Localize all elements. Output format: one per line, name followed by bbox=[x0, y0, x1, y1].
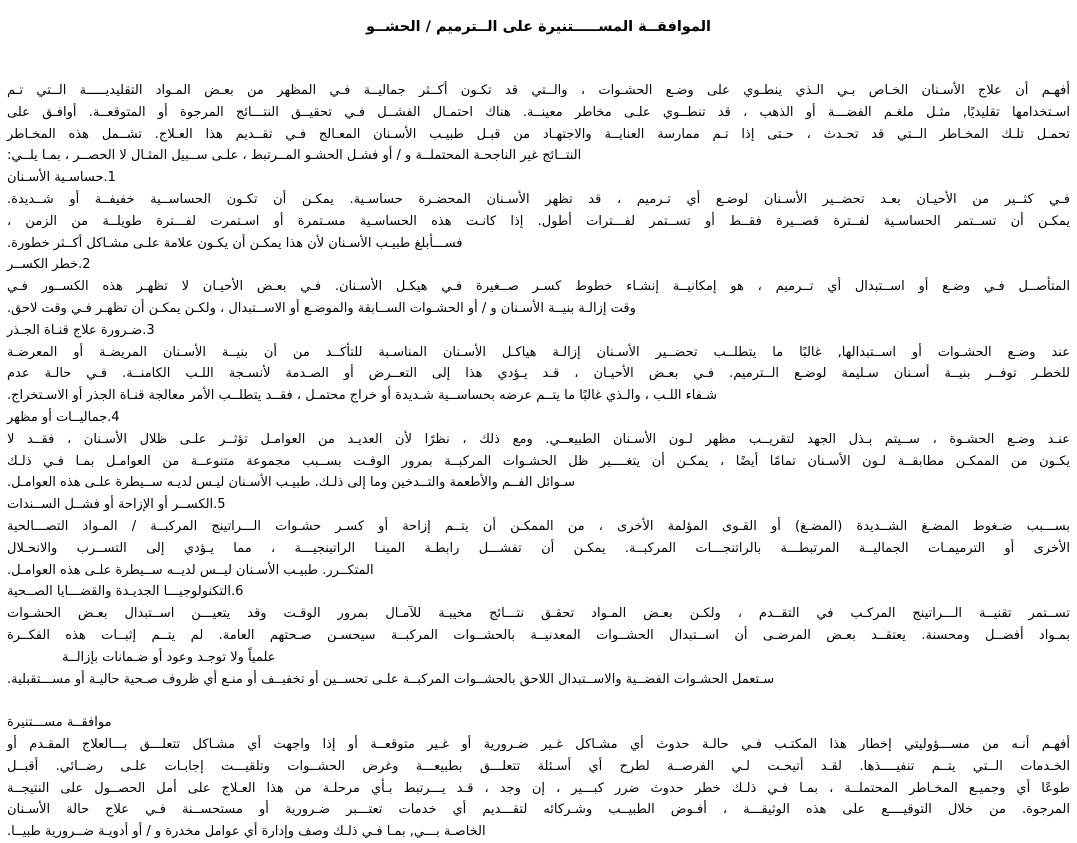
text-line: تســتمر تقنيــة الـــراتينج المركـب في التقــدم ، ولكـن بعـض المـواد تحقـق نتـــائج مخيبـة للآمـال بمرور الوقـت وقد يتعيـــن اســتبدال بعـض الحشـوات bbox=[7, 606, 1070, 622]
text-line: أفهـم أنـه من مســـؤوليتي إخطار هذا المكتـب فـي حالـة حدوث أي مشـاكل غـير ضـرورية أو غـير متوقعــة أو إذا واجهت أي مشـاكل تتعلـــق بـــالعلاج المقـدم أو bbox=[7, 736, 1070, 752]
text-line: سـتعمل الحشـوات الفضــية والاســتبدال اللاحق بالحشــوات المركبــة علـى تحســين أو تخفيــف أو منـع أي ظروف صـحية حاليـة أو مســـتقبلية. bbox=[7, 671, 775, 687]
text-line: اسـتخدامها تقليديًا, مثـل ملغـم الفضـــة أو الذهب ، قد تنطــوي علـى مخاطر معينــة. هناك احتمـال الفشــل فـي تحقيــق النتـــائج المرجوة أو المتوقعــة. أوافـق على bbox=[7, 104, 1070, 120]
text-line: فســـأبلغ طبيـب الأسـنان لأن هذا يمكـن أن يكـون علامة علـى مشـاكل أكــثر خطورة. bbox=[7, 235, 463, 251]
text-line: طوعًا أي وجميـع المخـاطر المحتملــة ، بمـا فـي ذلـك خطر حدوث ضرر كبـــير ، إن وجد ، قـد يـــرتبط بـأي مرحلـة من هذا العـلاج على أمل الحصــول على النتيجــة bbox=[7, 780, 1070, 796]
document-body bbox=[7, 80, 1070, 843]
text-line: المرجوة. من خلال التوقيــــع على هذه الوثيقـــة ، أفـوض الطبيــب وشـركائه لتقـــديم أي خدمات تعتـــبر ضـرورية أو مستحســنة فـي علاج حالة الأسـنان bbox=[7, 802, 1070, 818]
section-heading: 3.ضـرورة علاج قنـاة الجـذر bbox=[7, 322, 155, 338]
section-heading: موافقــة مســـتنيرة bbox=[7, 715, 112, 731]
text-line: أفهـم أن علاج الأسـنان الخـاص بـي الـذي ينطـوي على وضـع الحشـوات ، والــتي قد تكـون أكــثر جماليــة فـي المظهر من بعـض المـواد التقليديـــــة الــتي تـم bbox=[7, 83, 1070, 98]
section-heading: 1.حساسـية الأسـنان bbox=[7, 170, 116, 186]
section-heading: 2.خطر الكســر bbox=[7, 257, 91, 273]
section-heading: 5.الكســر أو الإزاحة أو فشــل الســندات bbox=[7, 497, 226, 513]
text-line: المتأصــل فـي وضـع أو اســتبدال أي تــرميم ، هو إمكانيــة إنشـاء خطوط كسـر صــغيرة فـي هيكـل الأسـنان. فـي بعـض الأحيـان لا تظهـر هذه الكســور فـي bbox=[7, 279, 1070, 295]
text-line: الأخرى أو الترميمـات الجماليــة المرتبطـــة بالراتنجـــات المركبــة. يمكـن أن تفشـــل رابطـة المينـا الراتينجيـــة ، مما يـؤدي إلى التســرب والانحـلال bbox=[7, 540, 1070, 556]
text-line: فـي كثــير من الأحيـان بعـد تحضــير الأسـنان لوضـع أي تـرميم ، قد تظهر الأسـنان المحضـرة حساسـية. يمكـن أن تكـون الحساســية خفيفــة أو شــديدة. bbox=[7, 191, 1070, 207]
text-line: سـوائل الفــم والأطعمة والتــدخين وما إلى ذلـك. طبيـب الأسـنان ليـس لديـه ســيطرة علـى هذه العوامـل. bbox=[7, 475, 576, 491]
text-line: يمكـن أن تســتمر الحساسـية لفــترة قصــيرة فقــط أو تســتمر لفـــترات أطول. إذا كانـت هذه الحساسـية مسـتمرة أو اسـتمرت لفـــترة طويلــة من الزمن ، bbox=[7, 213, 1070, 229]
text-line: يكـون من الممكـن مطابقــة لـون الأسـنان تمامًا أيضًا ، يمكـن أن يتغــــير ظل الحشـوات المركبــة بمرور الوقـت بســبب مجموعة متنوعــة من العوامـل بمـا فـي ذلـك bbox=[7, 453, 1070, 469]
text-line: بســـبب ضـغوط المضـغ الشــديدة (المضـغ) أو القـوى المؤلمة الأخرى ، من الممكـن أن يتــم إزاحة أو كسـر حشـوات الـــراتينج المركبــة / المـواد التصـــالحية bbox=[7, 518, 1070, 534]
text-line: النتــائج غير الناجحـة المحتملــة و / أو فشـل الحشـو المــرتبط ، علـى ســبيل المثـال لا الحصــر ، بمـا يلــي: bbox=[7, 148, 582, 164]
text-line: للخطـر توفــر بنيــة أسـنان سـليمة لوضـع الــترميم. فـي بعـض الأحيـان ، قـد يـؤدي هذا إلى التعــرض أو الصـدمة لأنسـجة اللـب الكامنــة. فـي حالـة عدم bbox=[7, 366, 1070, 382]
text-line: الخـدمات الــتي يتــم تنفيــــذها. لقـد أتيحـت لـي الفرصــة لطرح أي أسـئلة تتعلـــق بطبيعـــة وغرض الحشــوات وتلقيـــت إجابـات علـى رضــائي. أقبــل bbox=[7, 758, 1070, 774]
text-line: شـفاء اللـب ، والـذي غالبًا ما يتــم عرضه بحساســية شـديدة أو خراج محتمـل ، فقــد يتطلــب الأمر معالجة قنـاة الجذر أو الاسـتخراج. bbox=[7, 388, 718, 404]
text-line: وقت إزالـة بنيــة الأسـنان و / أو الحشـوات الســابقة والموضـع أو الاســتبدال ، ولكـن يمكـن أن تظهـر فـي وقت لاحق. bbox=[7, 300, 636, 316]
spacer bbox=[7, 690, 1070, 712]
section-heading: 4.جماليــات أو مظهر bbox=[7, 409, 120, 425]
text-line: عنـد وضـع الحشـوة ، ســيتم بـذل الجهد لتقريــب مظهر لـون الأسـنان الطبيعــي. ومع ذلك ، نظرًا لأن العديـد من العوامـل تؤثــر علـى ظلال الأسـنان ، فقــد لا bbox=[7, 431, 1070, 447]
text-line: الخاصـة بـــي, بمـا فـي ذلـك وصف وإدارة أي عوامل مخدرة و / أو أدويـة ضــرورية طبيــا. bbox=[7, 824, 486, 840]
text-line: عند وضـع الحشـوات أو اســتبدالها, غالبًا ما يتطلــب تحضــير الأسـنان إزالـة هياكـل الأسـنان المناسـبة للتأكــد من أن بنيــة الأسـنان المريضـة أو المعرضـة bbox=[7, 344, 1070, 360]
section-heading: 6.التكنولوجيـــا الجديـدة والقضـــايا الصــحية bbox=[7, 584, 244, 600]
text-line: علمياً ولا توجـد وعود أو ضـمانات بإزالــة bbox=[62, 649, 276, 665]
text-line: بمـواد أفضــل ومحسنة. يعتقــد بعـض المرضـى أن اســتبدال الحشــوات المعدنيــة بالحشــوات المركبــة سيحسـن صـحتهم العامة. لم يتــم إثبــات هذه الفكــرة bbox=[7, 627, 1070, 643]
text-line: تحمـل تلـك المخـاطر الــتي قد تحـدث ، حـتى إذا تـم ممارسة العنايــة والاجتهـاد من قبـل طبيـب الأسـنان المعـالج فـي تقــديم هذا العـلاج. تشــمل هذه المخـاطر bbox=[7, 126, 1070, 142]
text-line: المتكــرر. طبيـب الأسـنان ليــس لديــه ســيطرة علـى هذه العوامـل. bbox=[7, 562, 374, 578]
page-title: الموافقــة المســـــتنيرة على الــترميم / الحشــو bbox=[365, 19, 712, 35]
